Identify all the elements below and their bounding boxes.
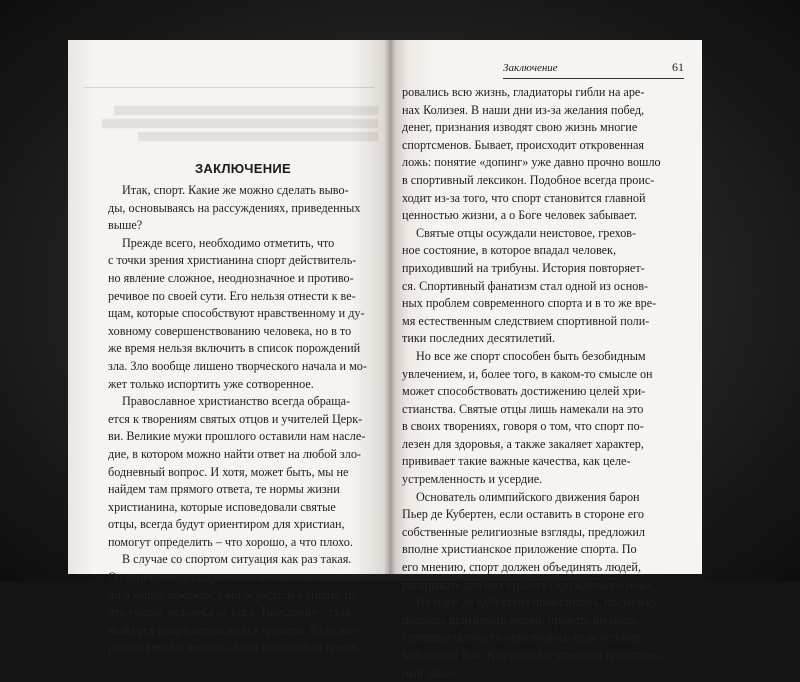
page-number: 61 (672, 60, 684, 74)
text-line: ложь: понятие «допинг» уже давно прочно вошло (402, 155, 661, 170)
text-line: ровались всю жизнь, гладиаторы гибли на аре- (402, 85, 645, 99)
text-line: лезен для здоровья, а также закаляет характер, (402, 436, 644, 451)
running-header (503, 62, 684, 79)
text-line: ды, основываясь на рассуждениях, приведенных (108, 200, 361, 215)
text-line: Основатель олимпийского движения барон (416, 489, 640, 504)
bleed-through-text (78, 102, 378, 145)
text-line: ви. Великие мужи прошлого оставили нам насле- (108, 429, 366, 444)
text-line: выше? (108, 218, 143, 233)
text-line: Но все же спорт способен быть безобидным (416, 348, 646, 363)
text-line: найдем там прямого ответа, те нормы жизни (108, 482, 340, 497)
text-line: в спортивный лексикон. Подобное всегда проис- (402, 172, 655, 187)
text-line: ный закон. (402, 665, 458, 680)
text-line: прививает такие важные качества, как целе- (402, 454, 631, 469)
text-line: может способствовать достижению целей хри- (402, 384, 646, 399)
chapter-title: ЗАКЛЮЧЕНИЕ (194, 161, 292, 176)
text-line: рового венка и земной славы олимпийцы трени- (108, 640, 359, 655)
text-line: ховному совершенствованию человека, но в то (108, 323, 352, 338)
right-page-text (402, 84, 692, 682)
text-line: с точки зрения христианина спорт действитель- (108, 253, 357, 268)
left-page (68, 40, 390, 655)
text-line: его мнению, спорт должен объединять людей, (402, 560, 641, 575)
text-line: стианства. Святые отцы лишь намекали на это (402, 401, 644, 416)
text-line: зла. Зло вообще лишено творческого начала и мо- (108, 358, 367, 373)
text-line: ходит из-за того, что спорт становится главной (402, 190, 646, 205)
text-line: собственные религиозные взгляды, предложил (402, 524, 646, 539)
text-line: устремленность и усердие. (402, 472, 543, 487)
text-line: дие, в котором можно найти ответ на любой зло- (108, 446, 361, 461)
text-line: спортсменов. Бывает, происходит откровенная (402, 137, 644, 152)
text-line: ных проблем современного спорта и в то же вре- (402, 296, 657, 311)
text-line: забывает о Том, Кто создал и утвердил нравствен- (402, 648, 662, 662)
text-line: нах Колизея. В наши дни из-за желания побед, (402, 102, 645, 117)
text-line: Православное христианство всегда обраща- (122, 394, 351, 409)
text-line: тики последних десятилетий. (402, 331, 556, 346)
text-line: но явление сложное, неоднозначное и противо- (108, 270, 354, 285)
text-line: отцы, всегда будут ориентиром для христиан, (108, 517, 345, 532)
text-line: речивое по своей сути. Его нельзя отнести к ве- (108, 288, 356, 303)
running-title: Заключение (503, 62, 558, 74)
text-line: денег, признания изводят свою жизнь многие (402, 120, 638, 135)
left-page-ghost-header (84, 73, 374, 88)
text-line: в своих творениях, говоря о том, что спорт по- (402, 419, 644, 434)
text-line: приходивший на трибуны. История повторяет- (402, 260, 645, 275)
text-line: Прежде всего, необходимо отметить, что (122, 235, 335, 250)
text-line: бодневный вопрос. И хотя, может быть, мы не (108, 464, 349, 479)
text-line: что уводит человека от Бога. Тщеславие – глав- (108, 605, 355, 620)
text-line: жет только испортить уже сотворенное. (108, 376, 314, 391)
text-line: увлечением, и, более того, в каком-то смысле он (402, 366, 653, 381)
text-line: христианина, которые исповедовали святые (108, 499, 336, 514)
text-line: Итак, спорт. Какие же можно сделать выво- (122, 183, 349, 197)
text-line: ценностью жизни, а о Боге человек забывает. (402, 208, 637, 223)
text-line: раскрывать для них красоту окружающего мира. (402, 577, 655, 592)
text-line: О современном спорте отцы не писали, но писа- (108, 570, 360, 585)
text-line: Святые отцы осуждали неистовое, грехов- (416, 225, 637, 240)
text-line: ется к творениям святых отцов и учителей Церк- (108, 411, 363, 426)
text-line: помогут определить – что хорошо, а что плохо. (108, 534, 353, 549)
text-line: мя естественным следствием спортивной поли- (402, 313, 650, 328)
text-line: В случае со спортом ситуация как раз такая. (122, 552, 352, 567)
right-page (390, 40, 702, 680)
left-page-text (108, 182, 378, 657)
text-line: ный грех спортсменов во все времена. Ради лав- (108, 622, 360, 637)
text-line: ли о вещах похожих. Они осуждали в спорте то, (108, 587, 358, 602)
text-line: ся. Спортивный фанатизм стал одной из основ- (402, 278, 649, 293)
text-line: вполне христианское приложение спорта. По (402, 542, 637, 557)
text-line: Но идеи де Кубертена провалились, поскольку (416, 595, 658, 610)
text-line: ственные ценности невозможна, если человек (402, 630, 641, 645)
text-line: попытка примирить людей, привить им нрав- (402, 612, 639, 627)
text-line: щам, которые способствуют нравственному и ду- (108, 306, 365, 321)
text-line: ное состояние, в которое впадал человек, (402, 243, 617, 258)
text-line: Пьер де Кубертен, если оставить в стороне его (402, 507, 644, 522)
text-line: же время нельзя включить в список порождений (108, 341, 361, 356)
